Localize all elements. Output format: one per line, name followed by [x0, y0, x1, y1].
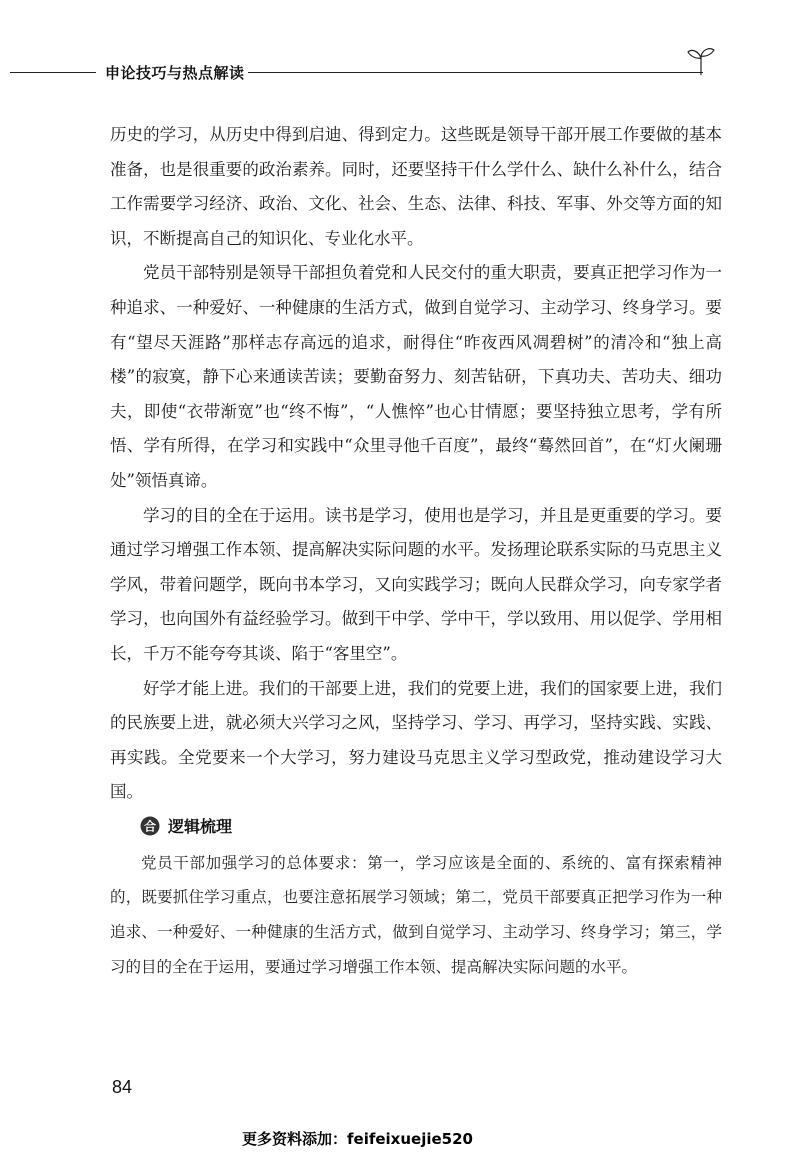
- running-header: [10, 60, 710, 84]
- paragraph-2: 党员干部特别是领导干部担负着党和人民交付的重大职责，要真正把学习作为一种追求、一种爱好、一种健康的生活方式，做到自觉学习、主动学习、终身学习。要有“望尽天涯路”那样志存高远的追求，耐得住“昨夜西风凋碧树”的清冷和“独上高楼”的寂寞，静下心来通读苦读；要勤奋努力、刻苦钻研，下真功夫、苦功夫、细功夫，即使“衣带渐宽”也“终不悔”，“人憔悴”也心甘情愿；要坚持独立思考，学有所悟、学有所得，在学习和实践中“众里寻他千百度”，最终“蓦然回首”，在“灯火阑珊处”领悟真谛。: [110, 263, 722, 490]
- circle-badge-icon: [140, 816, 160, 836]
- section-heading: [110, 812, 722, 842]
- running-header-title: 申论技巧与热点解读: [105, 64, 245, 82]
- section-title: 逻辑梳理: [168, 816, 233, 836]
- sprout-icon: [686, 44, 716, 76]
- article-body: [110, 118, 722, 984]
- section-summary: 党员干部加强学习的总体要求：第一，学习应该是全面的、系统的、富有探索精神的，既要抓住学习重点，也要注意拓展学习领域；第二，党员干部要真正把学习作为一种追求、一种爱好、一种健康的生活方式，做到自觉学习、主动学习、终身学习；第三，学习的目的全在于运用，要通过学习增强工作本领、提高解决实际问题的水平。: [110, 853, 722, 976]
- paragraph-1: 历史的学习，从历史中得到启迪、得到定力。这些既是领导干部开展工作要做的基本准备，也是很重要的政治素养。同时，还要坚持干什么学什么、缺什么补什么，结合工作需要学习经济、政治、文化、社会、生态、法律、科技、军事、外交等方面的知识，不断提高自己的知识化、专业化水平。: [110, 125, 722, 248]
- page-number: 84: [112, 1077, 133, 1097]
- header-rule-right: [248, 72, 703, 73]
- footer-note: 更多资料添加：feifeixuejie520: [242, 1130, 473, 1148]
- header-rule-left: [10, 72, 96, 73]
- paragraph-3: 学习的目的全在于运用。读书是学习，使用也是学习，并且是更重要的学习。要通过学习增强工作本领、提高解决实际问题的水平。发扬理论联系实际的马克思主义学风，带着问题学，既向书本学习，又向实践学习；既向人民群众学习，向专家学者学习，也向国外有益经验学习。做到干中学、学中干，学以致用、用以促学、学用相长，千万不能夸夸其谈、陷于“客里空”。: [110, 505, 722, 663]
- section-badge-text: 合: [143, 819, 157, 834]
- paragraph-4: 好学才能上进。我们的干部要上进，我们的党要上进，我们的国家要上进，我们的民族要上进，就必须大兴学习之风，坚持学习、学习、再学习，坚持实践、实践、再实践。全党要来一个大学习，努力建设马克思主义学习型政党，推动建设学习大国。: [110, 678, 722, 802]
